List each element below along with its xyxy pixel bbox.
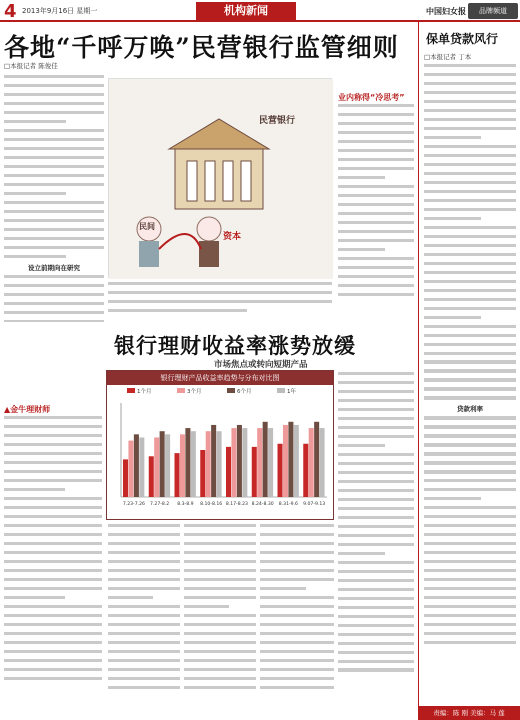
right-column-subhead: 贷款利率: [457, 405, 483, 414]
chart-bar: [320, 428, 325, 497]
legend-label: 6个月: [237, 389, 252, 395]
page-header: [0, 0, 520, 22]
chart-bar: [283, 425, 288, 497]
yield-chart: [106, 370, 334, 520]
second-subhead: 市场焦点或转向短期产品: [214, 360, 308, 370]
chart-bar: [149, 456, 154, 497]
lead-headline: 各地“千呼万唤”民营银行监管细则: [4, 33, 399, 62]
legend-label: 1个月: [137, 389, 152, 395]
page-number: 4: [4, 1, 17, 22]
left-tag: ▲金牛理财师: [4, 405, 51, 414]
x-tick-label: 8.31-9.6: [278, 502, 298, 507]
second-headline: 银行理财收益率涨势放缓: [114, 333, 356, 358]
chart-bar: [288, 422, 293, 497]
chart-bar: [211, 425, 216, 497]
chart-bar: [252, 447, 257, 497]
legend-label: 1年: [287, 389, 296, 395]
chart-bar: [134, 434, 139, 497]
chart-bar: [314, 422, 319, 497]
illus-label-bank: 民营银行: [259, 116, 296, 126]
section-title: 机构新闻: [196, 2, 296, 20]
lead-subhead: 设立前期向在研究: [28, 263, 80, 272]
legend-label: 3个月: [187, 389, 202, 395]
chart-bar: [206, 431, 211, 497]
x-tick-label: 7.23-7.26: [122, 502, 145, 507]
chart-bar: [175, 453, 180, 497]
x-tick-label: 9.07-9.13: [303, 502, 326, 507]
chart-bar: [128, 441, 133, 497]
second-column-3: [184, 524, 256, 714]
lead-column-2: [108, 282, 332, 322]
chart-bar: [200, 450, 205, 497]
second-column-4: [260, 524, 334, 714]
chart-bar: [231, 428, 236, 497]
chart-bar: [268, 428, 273, 497]
lead-column-3: [338, 104, 414, 324]
x-tick-label: 8.3-8.9: [177, 502, 194, 507]
lead-column-1: [4, 62, 104, 322]
chart-title: 银行理财产品收益率趋势与分布对比图: [107, 371, 333, 385]
chart-bar: [257, 428, 262, 497]
right-column-byline: □本报记者 丁本: [424, 53, 472, 61]
lead-illustration: [108, 78, 332, 278]
chart-bar: [217, 431, 222, 497]
legend-swatch: [227, 388, 235, 393]
x-tick-label: 7.27-8.2: [150, 502, 170, 507]
x-tick-label: 8.10-8.16: [200, 502, 223, 507]
second-column-5: [338, 372, 414, 716]
chart-bar: [180, 434, 185, 497]
chart-bar: [226, 447, 231, 497]
newspaper-name: 中国妇女报: [426, 6, 466, 16]
x-tick-label: 8.17-8.23: [225, 502, 248, 507]
illus-label-capital: 资本: [223, 232, 242, 242]
chart-bar: [123, 459, 128, 497]
x-tick-label: 8.24-8.30: [251, 502, 274, 507]
page-footer: 责编：陈 刚 美编：马 莲: [418, 706, 520, 720]
chart-bar: [263, 422, 268, 497]
legend-swatch: [177, 388, 185, 393]
second-column-1: [4, 416, 102, 716]
illus-label-private: 民间: [139, 222, 155, 231]
chart-bar: [154, 437, 159, 497]
section-badge: 品牌频道: [468, 3, 518, 19]
chart-svg: [107, 385, 333, 519]
chart-bar: [303, 444, 308, 497]
chart-bar: [242, 428, 247, 497]
chart-bar: [309, 428, 314, 497]
legend-swatch: [127, 388, 135, 393]
second-column-2: [108, 524, 180, 714]
chart-bar: [139, 437, 144, 497]
chart-bar: [237, 425, 242, 497]
sidebar-tag: 业内称得“冷思考”: [338, 93, 405, 102]
chart-bar: [278, 444, 283, 497]
issue-date: 2013年9月16日 星期一: [22, 7, 98, 15]
chart-bar: [165, 434, 170, 497]
chart-bar: [191, 431, 196, 497]
chart-bar: [294, 425, 299, 497]
chart-bar: [185, 428, 190, 497]
right-column-body: [424, 64, 516, 704]
legend-swatch: [277, 388, 285, 393]
chart-bar: [160, 431, 165, 497]
right-column-title: 保单贷款风行: [426, 32, 499, 46]
lead-byline: □本报记者 陈俊佳: [4, 62, 58, 70]
